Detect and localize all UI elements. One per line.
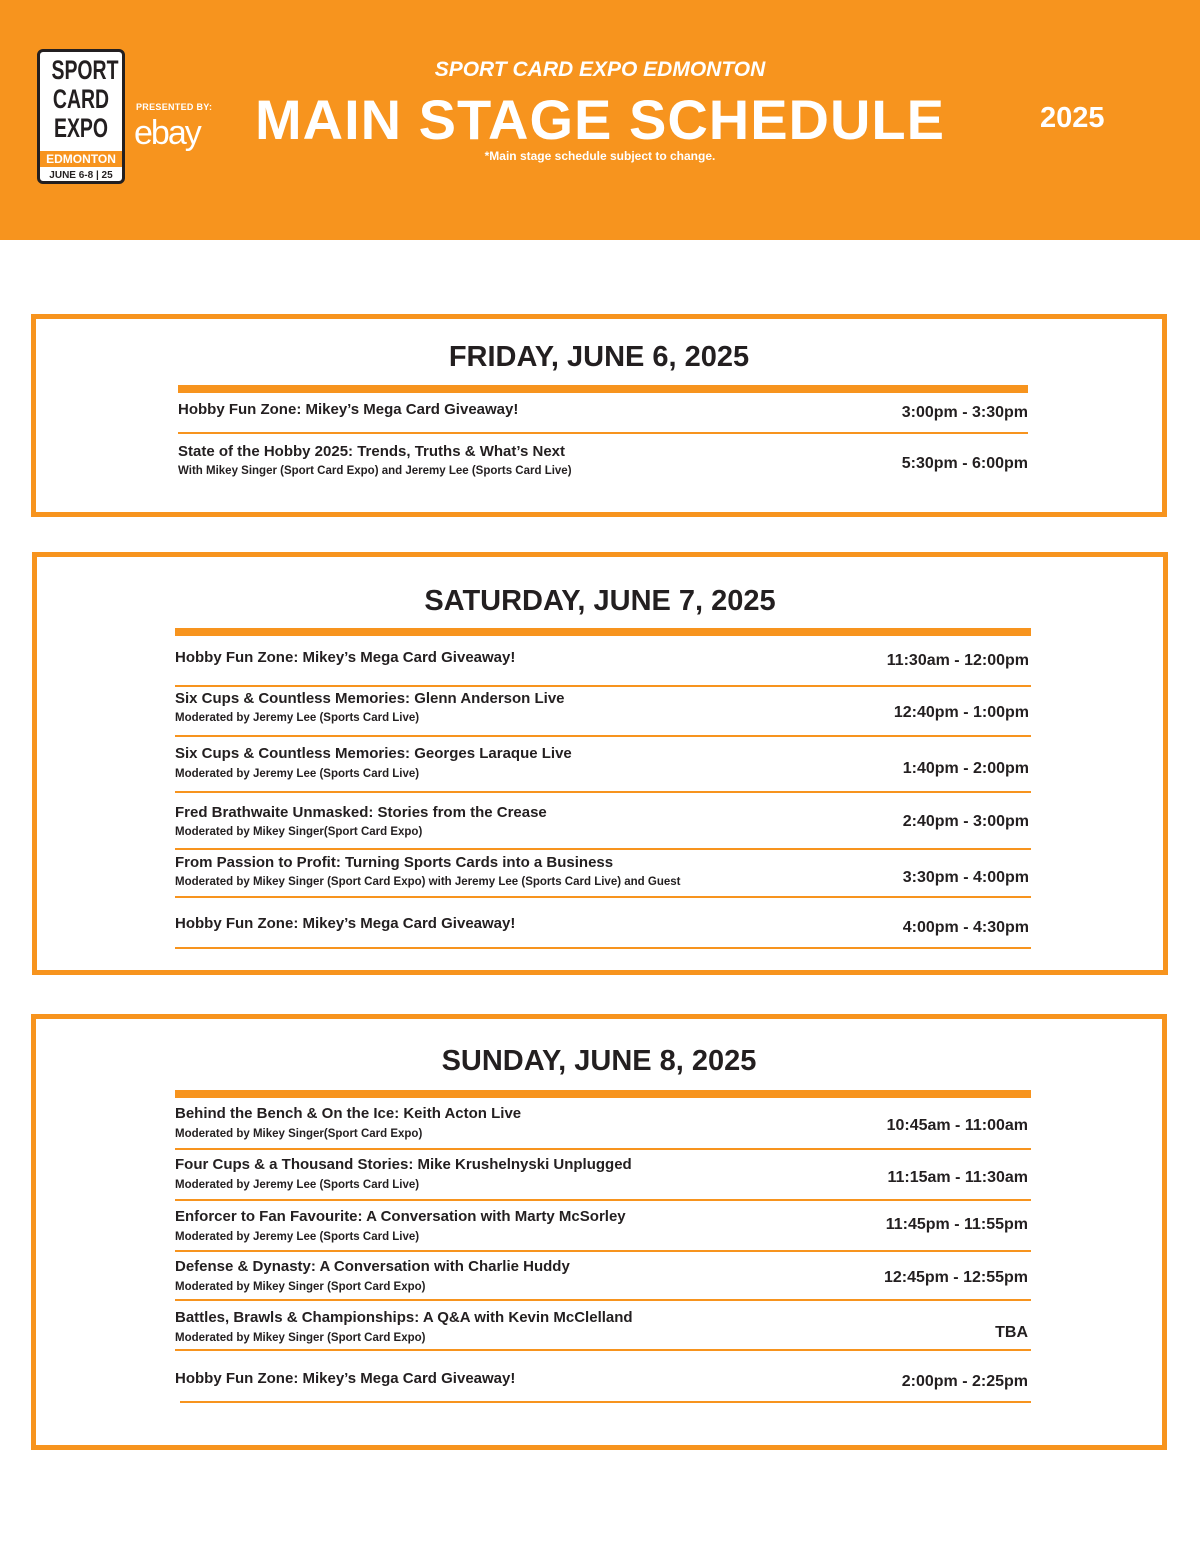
event-title: From Passion to Profit: Turning Sports Cards into a Business: [175, 854, 614, 871]
row-divider: [175, 1148, 1031, 1150]
event-time: 10:45am - 11:00am: [886, 1117, 1028, 1134]
event-time: TBA: [995, 1324, 1028, 1341]
event-title: Hobby Fun Zone: Mikey’s Mega Card Giveaway!: [175, 649, 516, 666]
logo-wordmark: SPORT CARD EXPO: [51, 55, 119, 143]
event-time: 12:40pm - 1:00pm: [893, 704, 1029, 721]
event-time: 3:30pm - 4:00pm: [902, 869, 1029, 886]
event-time: 12:45pm - 12:55pm: [883, 1269, 1028, 1286]
day-heading: SATURDAY, JUNE 7, 2025: [424, 585, 776, 617]
row-divider: [175, 1199, 1031, 1201]
event-time: 3:00pm - 3:30pm: [901, 404, 1028, 421]
ebay-logo: ebay: [134, 114, 200, 152]
event-moderator: Moderated by Mikey Singer (Sport Card Expo): [175, 1332, 426, 1344]
row-divider: [175, 1299, 1031, 1301]
event-title: Hobby Fun Zone: Mikey’s Mega Card Giveaway!: [178, 401, 519, 418]
event-time: 11:30am - 12:00pm: [886, 652, 1029, 669]
row-divider: [175, 735, 1031, 737]
event-title: Six Cups & Countless Memories: Glenn Anderson Live: [175, 690, 565, 707]
heading-rule: [178, 385, 1028, 393]
event-time: 2:00pm - 2:25pm: [901, 1373, 1028, 1390]
row-divider: [175, 848, 1031, 850]
day-heading: SUNDAY, JUNE 8, 2025: [441, 1045, 757, 1077]
event-time: 4:00pm - 4:30pm: [902, 919, 1029, 936]
event-moderator: Moderated by Mikey Singer(Sport Card Expo): [175, 826, 423, 838]
day-section-saturday: [32, 552, 1168, 975]
event-moderator: Moderated by Jeremy Lee (Sports Card Live): [175, 712, 420, 724]
logo-date: JUNE 6-8 | 25: [49, 170, 113, 181]
row-divider: [175, 1250, 1031, 1252]
event-title: Defense & Dynasty: A Conversation with Charlie Huddy: [175, 1258, 570, 1275]
event-moderator: Moderated by Jeremy Lee (Sports Card Live): [175, 1231, 420, 1243]
row-divider: [175, 685, 1031, 687]
event-title: Hobby Fun Zone: Mikey’s Mega Card Giveaway!: [175, 915, 516, 932]
event-moderator: Moderated by Jeremy Lee (Sports Card Live): [175, 1179, 420, 1191]
row-divider: [175, 791, 1031, 793]
presented-by-label: PRESENTED BY:: [136, 102, 213, 112]
row-divider: [178, 432, 1028, 434]
page-title: MAIN STAGE SCHEDULE: [255, 88, 945, 151]
event-title: Enforcer to Fan Favourite: A Conversation with Marty McSorley: [175, 1208, 626, 1225]
schedule-year: 2025: [1040, 102, 1105, 134]
event-title: Fred Brathwaite Unmasked: Stories from the Crease: [175, 804, 547, 821]
schedule-disclaimer: *Main stage schedule subject to change.: [484, 149, 716, 163]
heading-rule: [175, 628, 1031, 636]
row-divider: [175, 896, 1031, 898]
event-time: 5:30pm - 6:00pm: [901, 455, 1028, 472]
row-divider: [175, 1349, 1031, 1351]
day-heading: FRIDAY, JUNE 6, 2025: [448, 341, 750, 373]
event-supertitle: SPORT CARD EXPO EDMONTON: [434, 58, 766, 81]
event-moderator: Moderated by Mikey Singer (Sport Card Expo): [175, 1281, 426, 1293]
logo-city: EDMONTON: [40, 151, 122, 167]
event-moderator: Moderated by Mikey Singer (Sport Card Expo) with Jeremy Lee (Sports Card Live) and Guest: [175, 876, 681, 888]
event-time: 11:45pm - 11:55pm: [885, 1216, 1028, 1233]
event-title: Battles, Brawls & Championships: A Q&A with Kevin McClelland: [175, 1309, 633, 1326]
event-moderator: Moderated by Mikey Singer(Sport Card Expo): [175, 1128, 423, 1140]
event-time: 11:15am - 11:30am: [887, 1169, 1028, 1186]
event-time: 1:40pm - 2:00pm: [902, 760, 1029, 777]
event-title: Six Cups & Countless Memories: Georges Laraque Live: [175, 745, 572, 762]
event-time: 2:40pm - 3:00pm: [902, 813, 1029, 830]
event-title: Hobby Fun Zone: Mikey’s Mega Card Giveaway!: [175, 1370, 516, 1387]
event-title: Behind the Bench & On the Ice: Keith Acton Live: [175, 1105, 522, 1122]
heading-rule: [175, 1090, 1031, 1098]
event-moderator: With Mikey Singer (Sport Card Expo) and Jeremy Lee (Sports Card Live): [178, 465, 572, 477]
row-divider: [175, 947, 1031, 949]
day-section-friday: [31, 314, 1167, 517]
row-divider: [180, 1401, 1031, 1403]
day-section-sunday: [31, 1014, 1167, 1450]
event-title: Four Cups & a Thousand Stories: Mike Krushelnyski Unplugged: [175, 1156, 632, 1173]
event-title: State of the Hobby 2025: Trends, Truths & What’s Next: [178, 443, 566, 460]
event-moderator: Moderated by Jeremy Lee (Sports Card Live): [175, 768, 420, 780]
page-header: [0, 0, 1200, 240]
